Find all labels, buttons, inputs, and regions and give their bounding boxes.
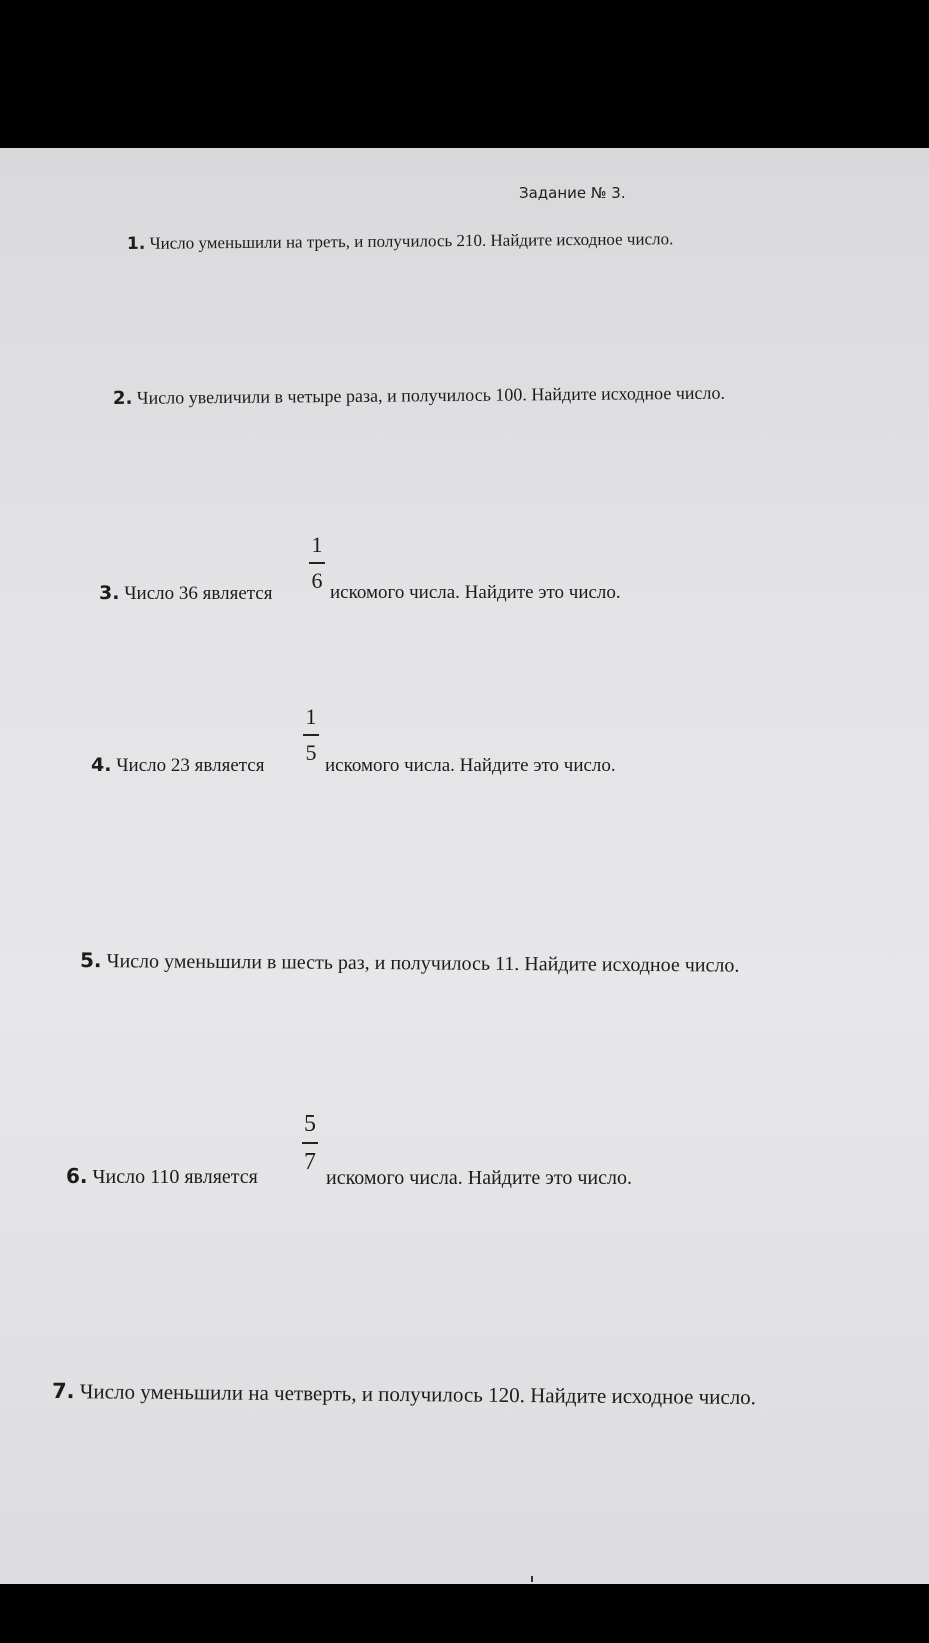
problem-7 xyxy=(52,1379,756,1410)
fraction-1-6 xyxy=(307,534,327,592)
problem-5 xyxy=(80,948,740,978)
fraction-numerator: 1 xyxy=(311,532,323,557)
problem-number: 3. xyxy=(99,582,120,604)
problem-number: 4. xyxy=(91,754,112,776)
problem-number: 2. xyxy=(112,387,133,409)
fraction-bar xyxy=(302,1142,318,1144)
problem-4-rest xyxy=(325,755,616,777)
fraction-5-7 xyxy=(300,1112,320,1174)
problem-3-rest xyxy=(330,582,621,604)
problem-number: 1. xyxy=(126,233,146,254)
fraction-denominator: 6 xyxy=(311,568,323,593)
problem-4 xyxy=(91,754,264,777)
fraction-denominator: 7 xyxy=(304,1149,316,1175)
problem-3 xyxy=(99,582,272,605)
fraction-bar xyxy=(309,562,325,564)
problem-text: Число уменьшили на четверть, и получилось 120. Найдите исходное число. xyxy=(79,1379,757,1410)
fraction-1-5 xyxy=(301,706,321,764)
problem-text-before: Число 36 является xyxy=(124,583,273,604)
problem-text-after: искомого числа. Найдите это число. xyxy=(325,755,616,776)
problem-text-before: Число 110 является xyxy=(92,1166,258,1188)
problem-text: Число уменьшили на треть, и получилось 210. Найдите исходное число. xyxy=(149,229,674,253)
fraction-numerator: 1 xyxy=(305,704,317,729)
problem-text: Число уменьшили в шесть раз, и получилось 11. Найдите исходное число. xyxy=(106,950,740,977)
worksheet-page xyxy=(0,148,929,1584)
problem-text: Число увеличили в четыре раза, и получилось 100. Найдите исходное число. xyxy=(136,382,726,408)
problem-text-after: искомого числа. Найдите это число. xyxy=(326,1167,632,1189)
problem-6-rest xyxy=(326,1167,632,1190)
problem-text-after: искомого числа. Найдите это число. xyxy=(330,582,621,603)
fraction-bar xyxy=(303,734,319,736)
fraction-denominator: 5 xyxy=(305,740,317,765)
problem-text-before: Число 23 является xyxy=(116,755,265,776)
page-number-mark xyxy=(531,1576,533,1582)
problem-1 xyxy=(127,229,673,254)
problem-number: 6. xyxy=(66,1164,88,1188)
problem-6 xyxy=(66,1164,258,1189)
page-title: Задание № 3. xyxy=(519,184,626,202)
problem-number: 5. xyxy=(79,948,102,973)
problem-2 xyxy=(113,383,725,409)
problem-number: 7. xyxy=(51,1379,75,1404)
fraction-numerator: 5 xyxy=(304,1111,316,1137)
